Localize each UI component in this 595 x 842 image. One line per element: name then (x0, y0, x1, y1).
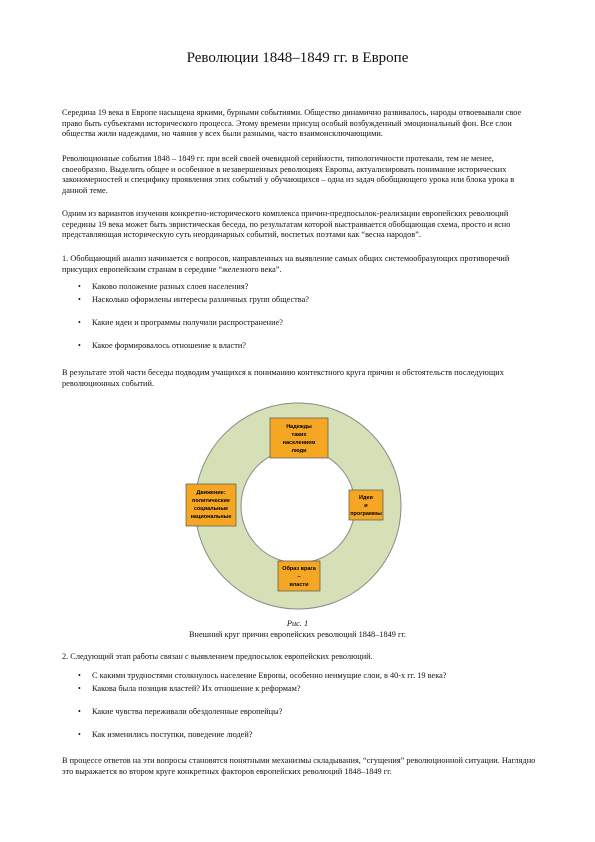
bullet-icon: • (78, 730, 81, 739)
box-right-line: программы (350, 511, 382, 517)
list-item-text: Каково положение разных слоев населения? (92, 282, 249, 291)
paragraph-intro: Середина 19 века в Европе насыщена яркими, бурными событиями. Общество динамично развивалось, народы отвоевывали свое право быть субъектами исторического процесса. Этому времени присущ особый возбужденный эмоциональный фон. Все слои общества жили надеждами, но чаяния у всех были разными, часто взаимоисключающими. (62, 108, 522, 139)
list-item-text: Какие чувства переживали обездоленные европейцы? (92, 707, 283, 716)
box-bottom-line: Образ врага (282, 566, 316, 572)
list-item-text: Какие идеи и программы получили распространение? (92, 318, 283, 327)
list-item-text: Какова была позиция властей? Их отношение к реформам? (92, 684, 301, 693)
list-item-text: Как изменились поступки, поведение людей? (92, 730, 253, 739)
box-left-line: национальные (190, 514, 232, 520)
page-title: Революции 1848–1849 гг. в Европе (186, 50, 409, 66)
inner-circle (241, 449, 355, 563)
paragraph-step-2: 2. Следующий этап работы связан с выявлением предпосылок европейских революций. (62, 652, 373, 661)
box-top-line: Надежды (286, 424, 312, 430)
bullet-icon: • (78, 707, 81, 716)
bullet-icon: • (78, 684, 81, 693)
figure-caption: Внешний круг причин европейских революций 1848–1849 гг. (189, 630, 406, 639)
box-right (349, 490, 383, 520)
box-top-line: населением (282, 440, 316, 446)
bullet-icon: • (78, 295, 81, 304)
bullet-icon: • (78, 671, 81, 680)
box-left-line: политические (192, 498, 230, 504)
box-bottom-line: – (297, 574, 301, 580)
box-right-line: Идеи (359, 495, 373, 501)
box-left (186, 484, 236, 526)
paragraph-method: Одним из вариантов изучения конкретно-исторического комплекса причин-предпосылок-реализации европейских революций середины 19 века может быть эвристическая беседа, по результатам которой выстраивается обобщающая схема, просто и ясно представляющая историческую суть неординарных событий, воспетых поэтами как “весна народов”. (62, 209, 511, 240)
box-top (270, 418, 328, 458)
box-top-line: люди (291, 448, 307, 454)
box-bottom (278, 561, 320, 591)
bullet-icon: • (78, 282, 81, 291)
paragraph-events: Революционные события 1848 – 1849 гг. при всей своей очевидной серийности, типологичности протекали, тем не менее, своеобразно. Выделить общее и особенное в незавершенных революциях Европы, актуализировать понимание исторических закономерностей и специфику проявления этих событий у обучающихся – одна из задач обобщающего урока или блока урока в данной теме. (62, 154, 515, 195)
list-item-text: С какими трудностями столкнулось население Европы, особенно неимущие слои, в 40-х гг. 19 века? (92, 671, 447, 680)
box-left-line: социальные (193, 506, 229, 512)
paragraph-result: В результате этой части беседы подводим учащихся к пониманию контекстного круга причин и обстоятельств последующих революционных событий. (62, 368, 504, 388)
box-left-line: Движение: (196, 490, 226, 496)
figure-number: Рис. 1 (286, 619, 309, 628)
paragraph-conclusion: В процессе ответов на эти вопросы становятся понятными механизмы складывания, “сгущения” революционной ситуации. Наглядно это выражается во втором круге конкретных факторов европейских революций 1848–1849 гг. (62, 756, 536, 776)
list-item-text: Насколько оформлены интересы различных групп общества? (92, 295, 309, 304)
paragraph-step-1: 1. Обобщающий анализ начинается с вопросов, направленных на выявление самых общих системообразующих противоречий присущих европейским странам в середине “железного века”. (62, 254, 510, 274)
list-item-text: Какое формировалось отношение к власти? (92, 341, 246, 350)
bullet-icon: • (78, 341, 81, 350)
box-top-line: таких (291, 432, 307, 438)
box-right-line: и (364, 503, 368, 509)
bullet-icon: • (78, 318, 81, 327)
box-bottom-line: власти (289, 582, 309, 588)
